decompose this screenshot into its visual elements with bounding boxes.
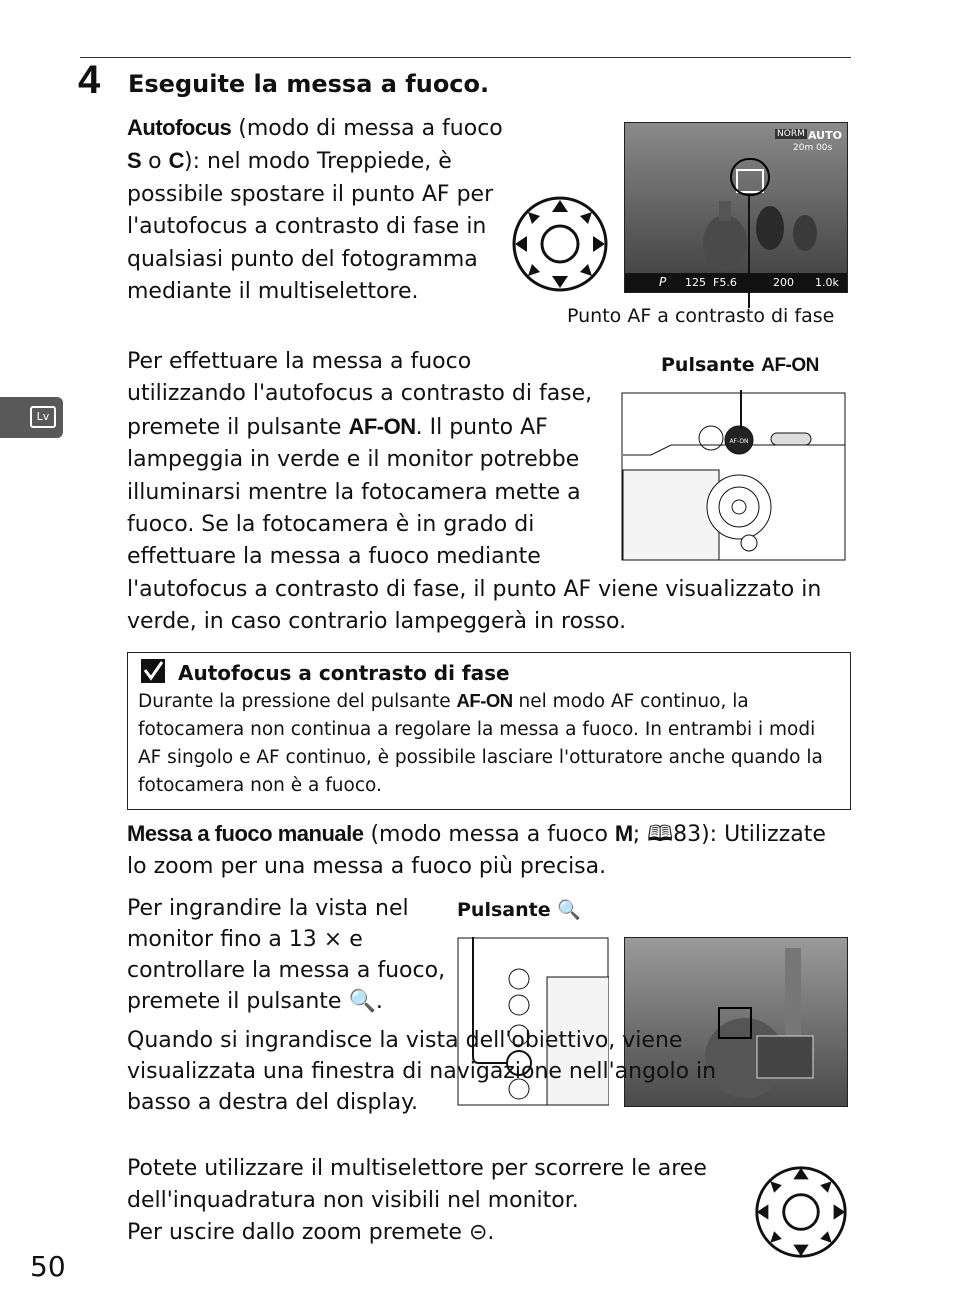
zoom-paragraph: Per ingrandire la vista nel monitor fino a 13 × e controllare la messa a fuoco, premete il pulsante 🔍. [127, 896, 446, 1014]
checkmark-icon [140, 658, 166, 684]
page-number: 50 [30, 1250, 66, 1283]
top-rule [80, 57, 851, 58]
note-title: Autofocus a contrasto di fase [178, 661, 510, 685]
step-number: 4 [78, 58, 101, 102]
note-box [127, 652, 851, 810]
multi-selector-icon [510, 196, 610, 292]
autofocus-paragraph: Autofocus (modo di messa a fuoco S o C): nel modo Treppiede, è possibile spostare il punto AF per l'autofocus a contrasto di fase in qualsiasi punto del fotogramma mediante il multiselettore. [127, 115, 503, 305]
zoom-in-icon: 🔍 [348, 989, 376, 1014]
autofocus-label: Autofocus [127, 115, 232, 140]
live-view-photo: NORM AUTO 20m 00s P 125 F5.6 200 1.0k [624, 122, 848, 293]
live-view-icon: Lv [30, 406, 56, 428]
multi-selector-icon [753, 1164, 849, 1260]
af-on-paragraph: Per effettuare la messa a fuoco utilizzando l'autofocus a contrasto di fase, premete il pulsante AF-ON. Il punto AF lampeggia in verde e il monitor potrebbe illuminarsi mentre la fotocamera mette a fuoco. Se la fotocamera è in grado di effettuare la messa a fuoco mediante l'autofocus a contrasto di fase, il punto AF viene visualizzato in verde, in caso contrario lampeggerà in rosso. [127, 349, 822, 635]
zoom-in-icon: 🔍 [557, 899, 581, 921]
camera-back-illustration [621, 385, 846, 561]
chapter-tab [0, 397, 63, 438]
svg-text:AF-ON: AF-ON [729, 438, 749, 445]
book-icon: 🕮 [647, 822, 674, 847]
scroll-paragraph: Potete utilizzare il multiselettore per scorrere le aree dell'inquadratura non visibili nel monitor. Per uscire dallo zoom premete ⊝. [127, 1156, 707, 1245]
manual-focus-label: Messa a fuoco manuale [127, 821, 364, 846]
manual-focus-paragraph: Messa a fuoco manuale (modo messa a fuoco M; 🕮83): Utilizzate lo zoom per una messa a fuoco più precisa. [127, 821, 826, 880]
figure3-caption: Pulsante 🔍 [457, 899, 581, 921]
zoom-out-icon: ⊝ [468, 1220, 488, 1245]
callout-line [748, 196, 750, 308]
navigation-paragraph: Quando si ingrandisce la vista dell'obiettivo, viene visualizzata una finestra di navigazione nell'angolo in basso a destra del display. [127, 1028, 717, 1115]
step-title: Eseguite la messa a fuoco. [128, 70, 490, 98]
figure2-caption: Pulsante AF-ON [661, 354, 819, 376]
figure1-caption: Punto AF a contrasto di fase [567, 305, 835, 327]
note-text: Durante la pressione del pulsante AF-ON nel modo AF continuo, la fotocamera non continua a regolare la messa a fuoco. In entrambi i modi AF singolo e AF continuo, è possibile lasciare l'otturatore anche quando la fotocamera non è a fuoco. [138, 690, 823, 796]
